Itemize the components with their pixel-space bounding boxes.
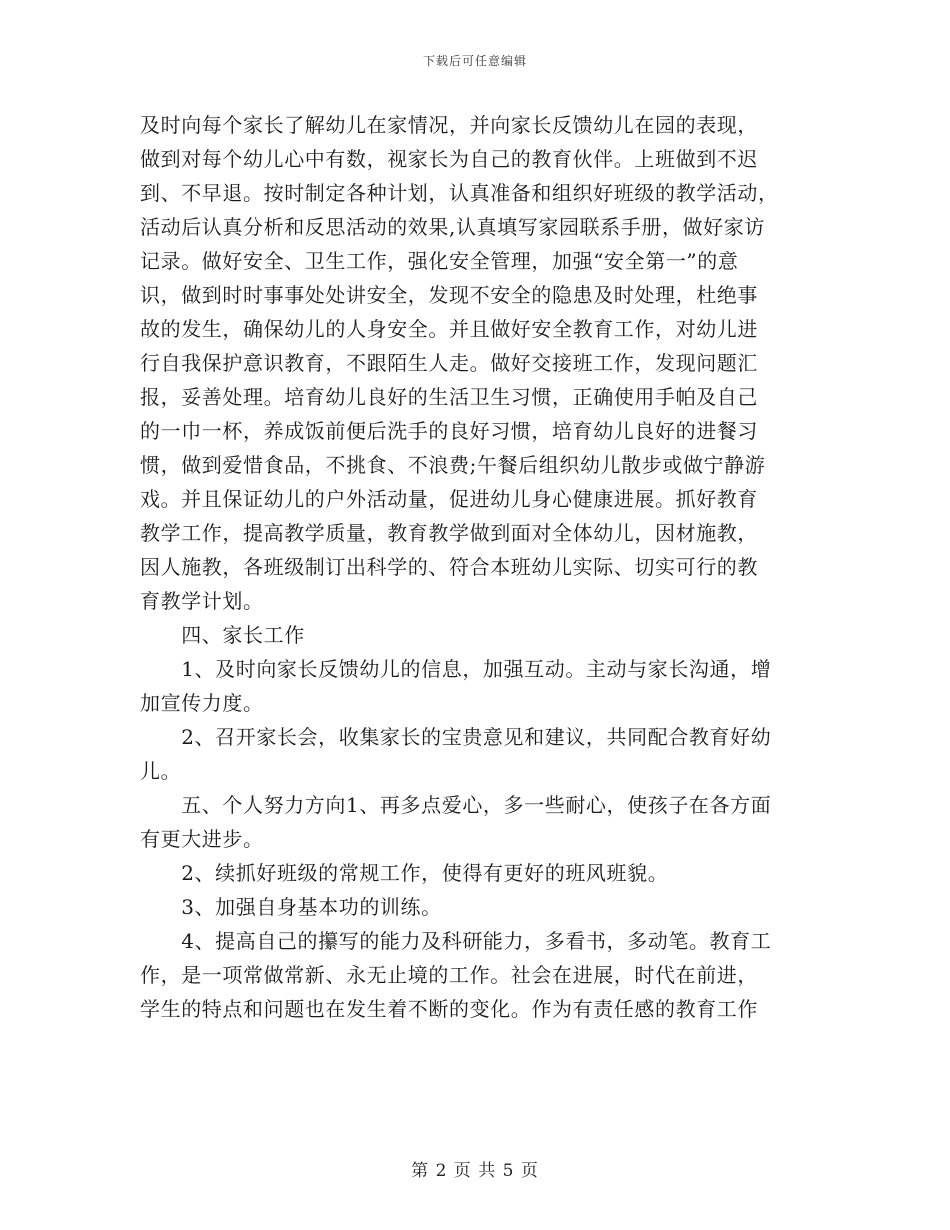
text-line: 有更大进步。 xyxy=(140,827,264,851)
page-number-footer: 第 2 页 共 5 页 xyxy=(411,1161,539,1181)
text-line: 识，做到时时事事处处讲安全，发现不安全的隐患及时处理，杜绝事 xyxy=(140,283,758,307)
text-line: 2、续抓好班级的常规工作，使得有更好的班风班貌。 xyxy=(140,861,669,885)
section-heading: 四、家长工作 xyxy=(140,623,305,647)
text-line: 2、召开家长会，收集家长的宝贵意见和建议，共同配合教育好幼 xyxy=(140,725,772,749)
text-line: 的一巾一杯，养成饭前便后洗手的良好习惯，培育幼儿良好的进餐习 xyxy=(140,419,758,443)
document-body xyxy=(140,108,812,1026)
text-line: 及时向每个家长了解幼儿在家情况，并向家长反馈幼儿在园的表现， xyxy=(140,113,758,137)
text-line: 育教学计划。 xyxy=(140,589,264,613)
text-line: 行自我保护意识教育，不跟陌生人走。做好交接班工作，发现问题汇 xyxy=(140,351,758,375)
text-line: 到、不早退。按时制定各种计划，认真准备和组织好班级的教学活动， xyxy=(140,181,779,205)
text-line: 1、及时向家长反馈幼儿的信息，加强互动。主动与家长沟通，增 xyxy=(140,657,772,681)
text-line: 戏。并且保证幼儿的户外活动量，促进幼儿身心健康进展。抓好教育 xyxy=(140,487,758,511)
text-line: 报，妥善处理。培育幼儿良好的生活卫生习惯，正确使用手帕及自己 xyxy=(140,385,758,409)
text-line: 活动后认真分析和反思活动的效果,认真填写家园联系手册，做好家访 xyxy=(140,215,765,239)
text-line: 惯，做到爱惜食品，不挑食、不浪费;午餐后组织幼儿散步或做宁静游 xyxy=(140,453,766,477)
text-line: 故的发生，确保幼儿的人身安全。并且做好安全教育工作，对幼儿进 xyxy=(140,317,758,341)
text-line: 3、加强自身基本功的训练。 xyxy=(140,895,442,919)
text-line: 4、提高自己的攥写的能力及科研能力，多看书，多动笔。教育工 xyxy=(140,929,772,953)
text-line: 加宣传力度。 xyxy=(140,691,264,715)
text-line: 教学工作，提高教学质量，教育教学做到面对全体幼儿，因材施教， xyxy=(140,521,758,545)
text-line: 学生的特点和问题也在发生着不断的变化。作为有责任感的教育工作 xyxy=(140,997,758,1021)
page-header: 下载后可任意编辑 xyxy=(422,54,527,68)
text-line: 记录。做好安全、卫生工作，强化安全管理，加强“安全第一”的意 xyxy=(140,249,739,273)
text-line: 儿。 xyxy=(140,759,182,783)
text-line: 五、个人努力方向1、再多点爱心，多一些耐心，使孩子在各方面 xyxy=(140,793,772,817)
text-line: 因人施教，各班级制订出科学的、符合本班幼儿实际、切实可行的教 xyxy=(140,555,758,579)
text-line: 做到对每个幼儿心中有数，视家长为自己的教育伙伴。上班做到不迟 xyxy=(140,147,758,171)
text-line: 作，是一项常做常新、永无止境的工作。社会在进展，时代在前进， xyxy=(140,963,758,987)
